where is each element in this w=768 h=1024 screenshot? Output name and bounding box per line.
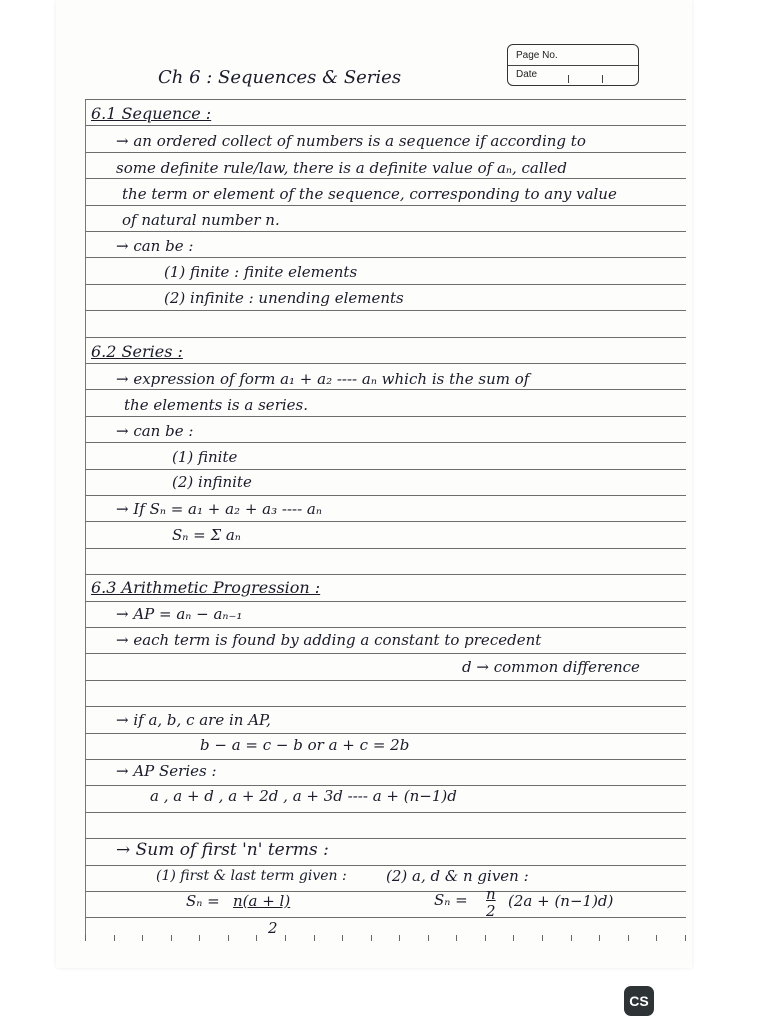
ruler-tick (199, 935, 200, 941)
ruler-tick (513, 935, 514, 941)
page-no-label: Page No. (516, 50, 558, 61)
ruled-line (85, 733, 686, 734)
ruler-tick (171, 935, 172, 941)
note-line: → AP = aₙ − aₙ₋₁ (116, 605, 243, 623)
note-line: (1) finite (172, 448, 238, 466)
ruled-line (85, 601, 686, 602)
ruled-line (85, 231, 686, 232)
note-line: (2) infinite : unending elements (164, 289, 404, 307)
ruler-tick (228, 935, 229, 941)
formula-numerator: n(a + l) (233, 892, 291, 910)
section-heading-sequence: 6.1 Sequence : (91, 104, 212, 123)
ruled-line (85, 917, 686, 918)
ruled-line (85, 442, 686, 443)
ruled-line (85, 574, 686, 575)
ruled-line (85, 627, 686, 628)
date-label: Date (516, 69, 538, 80)
ruler-tick (114, 935, 115, 941)
ruler-tick (656, 935, 657, 941)
note-line: (2) a, d & n given : (386, 867, 529, 885)
ruled-line (85, 838, 686, 839)
formula-numerator: n (486, 885, 496, 903)
ruled-line (85, 310, 686, 311)
ruled-line (85, 284, 686, 285)
page-box-divider (508, 65, 638, 66)
page-date-box (507, 44, 639, 86)
note-line: → an ordered collect of numbers is a sequence if according to (116, 132, 586, 150)
formula-lhs: Sₙ = (186, 892, 220, 910)
note-line: → can be : (116, 237, 194, 255)
bottom-ruler-ticks (85, 935, 686, 941)
note-line: b − a = c − b or a + c = 2b (200, 736, 410, 754)
formula-lhs: Sₙ = (434, 891, 468, 909)
ruler-tick (371, 935, 372, 941)
note-line: → Sum of first 'n' terms : (116, 840, 329, 860)
ruler-tick (628, 935, 629, 941)
ruled-line (85, 152, 686, 153)
ruled-line (85, 99, 686, 100)
note-line: → can be : (116, 422, 194, 440)
note-line: → If Sₙ = a₁ + a₂ + a₃ ---- aₙ (116, 500, 322, 518)
note-line: some definite rule/law, there is a definite value of aₙ, called (116, 159, 567, 177)
page-title: Ch 6 : Sequences & Series (158, 67, 402, 88)
ruler-tick (142, 935, 143, 941)
ruled-line (85, 759, 686, 760)
ruled-line (85, 257, 686, 258)
note-line: → if a, b, c are in AP, (116, 711, 271, 729)
ruled-line (85, 653, 686, 654)
note-line: a , a + d , a + 2d , a + 3d ---- a + (n−1)d (150, 787, 457, 805)
note-line: → AP Series : (116, 762, 217, 780)
ruled-line (85, 495, 686, 496)
ruled-line (85, 706, 686, 707)
ruled-line (85, 125, 686, 126)
note-line: the term or element of the sequence, corresponding to any value (122, 185, 617, 203)
ruled-line (85, 389, 686, 390)
section-heading-series: 6.2 Series : (91, 342, 183, 361)
note-line: → each term is found by adding a constant to precedent (116, 631, 542, 649)
ruler-tick (685, 935, 686, 941)
ruler-tick (314, 935, 315, 941)
ruler-tick (456, 935, 457, 941)
ruled-line (85, 416, 686, 417)
note-line: of natural number n. (122, 211, 280, 229)
note-line: the elements is a series. (124, 396, 308, 414)
ruler-tick (485, 935, 486, 941)
ruler-tick (399, 935, 400, 941)
formula-denominator: 2 (268, 919, 278, 937)
ruled-line (85, 469, 686, 470)
section-heading-ap: 6.3 Arithmetic Progression : (91, 578, 321, 597)
ruler-tick (342, 935, 343, 941)
note-line: (1) finite : finite elements (164, 263, 358, 281)
margin-line (85, 100, 86, 940)
ruler-tick (542, 935, 543, 941)
camscanner-logo: CS (624, 986, 654, 1016)
ruler-tick (85, 935, 86, 941)
ruled-line (85, 680, 686, 681)
ruled-line (85, 521, 686, 522)
note-line: (1) first & last term given : (156, 868, 347, 884)
ruler-tick (428, 935, 429, 941)
note-line: d → common difference (462, 658, 640, 676)
ruler-tick (256, 935, 257, 941)
ruler-tick (571, 935, 572, 941)
ruled-line (85, 337, 686, 338)
ruled-line (85, 205, 686, 206)
ruled-line (85, 548, 686, 549)
ruled-line (85, 812, 686, 813)
formula-denominator: 2 (486, 902, 496, 920)
date-tick (602, 75, 603, 83)
date-tick (568, 75, 569, 83)
note-line: → expression of form a₁ + a₂ ---- aₙ which is the sum of (116, 370, 530, 388)
ruler-tick (599, 935, 600, 941)
formula-rest: (2a + (n−1)d) (508, 892, 614, 910)
ruled-line (85, 363, 686, 364)
note-line: (2) infinite (172, 473, 252, 491)
ruler-tick (285, 935, 286, 941)
ruled-line (85, 178, 686, 179)
note-line: Sₙ = Σ aₙ (172, 526, 241, 544)
